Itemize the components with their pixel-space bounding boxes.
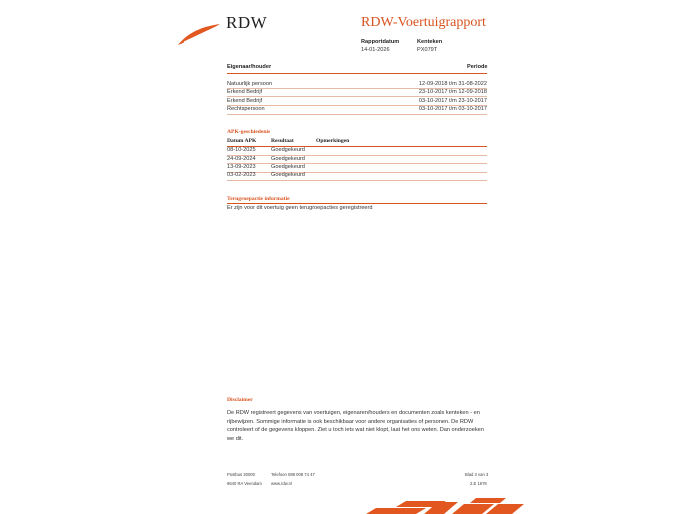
report-date-label: Rapportdatum [361,39,400,45]
footer-code: 2.E 1678 [470,481,487,486]
footer-page: Blad 3 van 3 [465,472,489,477]
apk-result: Goedgekeurd [271,147,305,153]
apk-date: 03-02-2023 [227,172,256,178]
apk-date: 24-09-2024 [227,156,256,162]
apk-result: Goedgekeurd [271,164,305,170]
plate-value: PX079T [417,47,438,53]
rdw-stripes-graphic-icon [366,498,526,514]
apk-header-date: Datum APK [227,138,257,144]
recall-text: Er zijn voor dit voertuig geen terugroepacties geregistreerd [227,205,373,211]
owners-header-rule [227,73,487,74]
owner-type: Erkend Bedrijf [227,98,263,104]
footer-phone: Telefoon 088 008 74 47 [271,472,315,477]
owner-period: 23-10-2017 t/m 12-09-2018 [418,89,487,95]
owner-period: 03-10-2017 t/m 23-10-2017 [418,98,487,104]
owner-period: 12-09-2018 t/m 31-08-2022 [418,81,487,87]
owner-type: Natuurlijk persoon [227,81,273,87]
footer-web: www.rdw.nl [271,481,292,486]
apk-header-remarks: Opmerkingen [316,138,350,144]
owner-type: Erkend Bedrijf [227,89,263,95]
plate-label: Kenteken [417,39,443,45]
table-row [227,106,487,114]
footer-city: 9640 RA Veendam [227,481,262,486]
apk-date: 08-10-2025 [227,147,256,153]
apk-header-result: Resultaat [271,138,294,144]
row-divider [227,180,487,181]
recall-section-title: Terugroepactie informatie [227,196,290,202]
page-title: RDW-Voertuigrapport [361,15,486,30]
table-row [227,147,487,155]
row-divider [227,96,487,97]
apk-result: Goedgekeurd [271,156,305,162]
row-divider [227,114,487,115]
footer-postbus: Postbus 30000 [227,472,255,477]
owner-period: 03-10-2017 t/m 03-10-2017 [418,106,487,112]
disclaimer-text: De RDW registreert gegevens van voertuigen, eigenaren/houders en documenten zoals kenteken - en rijbewijzen. Sommige informatie is ook beschikbaar voor andere organisaties of personen. De RDW controleert of de gegevens kloppen. Ziet u toch iets wat niet klopt, laat het ons weten. Dan onderzoeken we dit. [227,410,484,442]
logo-text: RDW [226,13,268,32]
owners-header-period: Periode [467,64,488,70]
table-row [227,172,487,180]
apk-result: Goedgekeurd [271,172,305,178]
owners-header-owner: Eigenaar/houder [227,64,272,70]
rdw-wing-logo-icon [176,21,222,47]
disclaimer-title: Disclaimer [227,397,253,403]
apk-section-title: APK-geschiedenis [227,129,271,135]
table-row [227,164,487,172]
owner-type: Rechtspersoon [227,106,265,112]
recall-rule [227,203,487,204]
apk-date: 13-09-2023 [227,164,256,170]
report-date-value: 14-01-2026 [361,47,390,53]
